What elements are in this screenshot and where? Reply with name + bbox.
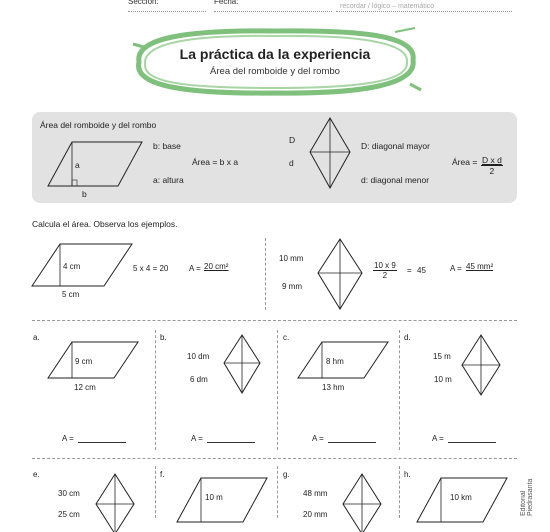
exercise-a-letter: a. <box>33 333 40 342</box>
exercise-a-answer-line[interactable] <box>78 442 126 443</box>
d-legend: d: diagonal menor <box>361 175 430 185</box>
exercise-d-d: 10 m <box>434 375 452 384</box>
exercise-e-d: 25 cm <box>58 510 80 519</box>
exercise-h-letter: h. <box>404 470 411 479</box>
example-calc-den: 2 <box>382 271 388 280</box>
exercise-d-rombo <box>460 333 504 399</box>
seccion-label: Sección: <box>128 0 159 6</box>
fecha-line <box>214 11 332 12</box>
example-answer-prefix: A = <box>189 264 201 273</box>
rombo-d-label: d <box>289 158 294 168</box>
example-eq: = <box>407 266 412 275</box>
exercise-b-answer-line[interactable] <box>207 442 255 443</box>
D-legend: D: diagonal mayor <box>361 141 430 151</box>
romboide-figure <box>42 138 152 198</box>
fecha-label: Fecha: <box>214 0 239 6</box>
exercise-g-D: 48 mm <box>303 489 328 498</box>
exercise-b-rombo <box>222 333 264 397</box>
example-divider <box>265 238 266 310</box>
example-rombo-answer-prefix: A = <box>450 264 462 273</box>
height-legend: a: altura <box>153 175 184 185</box>
divider-bc <box>277 330 278 450</box>
base-legend: b: base <box>153 141 181 151</box>
page-header <box>0 0 550 14</box>
romboide-formula: Área = b x a <box>192 157 239 167</box>
divider-gh <box>399 466 400 518</box>
example-romboide-figure <box>30 242 135 292</box>
exercise-a-romboide <box>46 340 141 382</box>
skill-tags: recordar / lógico – matemático <box>340 3 435 10</box>
exercise-g-letter: g. <box>283 470 290 479</box>
exercise-f-letter: f. <box>160 470 165 479</box>
exercise-a-height: 9 cm <box>75 357 93 366</box>
example-result: 45 <box>417 266 426 275</box>
exercise-f-height: 10 m <box>205 493 223 502</box>
divider-ef <box>155 466 156 518</box>
exercise-c-letter: c. <box>283 333 290 342</box>
example-calc-num: 10 x 9 <box>374 261 396 270</box>
exercise-h-height: 10 km <box>450 493 472 502</box>
rombo-formula-prefix: Área = <box>452 157 478 167</box>
title-banner <box>125 24 425 100</box>
banner-subtitle: Área del romboide y del rombo <box>210 66 340 77</box>
exercise-g-rombo <box>341 472 385 532</box>
divider-ab <box>155 330 156 450</box>
exercise-c-answer-prefix: A = <box>312 434 324 443</box>
exercise-b-d: 6 dm <box>190 375 208 384</box>
example-D: 10 mm <box>279 254 304 263</box>
romboide-side-label: a <box>75 160 80 170</box>
exercise-c-answer-line[interactable] <box>328 442 376 443</box>
divider-fg <box>277 466 278 518</box>
exercise-g-d: 20 mm <box>303 510 328 519</box>
exercise-b-D: 10 dm <box>187 352 210 361</box>
example-rombo-figure <box>316 237 366 313</box>
separator-1 <box>32 320 517 321</box>
exercise-d-D: 15 m <box>433 352 451 361</box>
exercise-e-letter: e. <box>33 470 40 479</box>
exercise-c-height: 8 hm <box>326 357 344 366</box>
rombo-D-label: D <box>289 135 296 145</box>
exercise-b-letter: b. <box>160 333 167 342</box>
seccion-line <box>128 11 206 12</box>
example-calc-fraction <box>373 261 397 280</box>
rombo-formula-fraction <box>481 155 503 176</box>
example-answer: 20 cm² <box>204 262 229 271</box>
exercise-b-answer-prefix: A = <box>191 434 203 443</box>
example-calc: 5 x 4 = 20 <box>133 264 169 273</box>
example-base: 5 cm <box>62 290 80 299</box>
exercise-d-letter: d. <box>404 333 411 342</box>
exercise-a-base: 12 cm <box>74 383 96 392</box>
exercise-e-rombo <box>94 472 138 532</box>
exercise-d-answer-line[interactable] <box>448 442 496 443</box>
exercise-d-answer-prefix: A = <box>432 434 444 443</box>
example-rombo-answer: 45 mm² <box>466 262 494 271</box>
example-height: 4 cm <box>63 262 81 271</box>
exercise-c-base: 13 hm <box>322 383 345 392</box>
instruction: Calcula el área. Observa los ejemplos. <box>32 219 178 229</box>
rombo-figure <box>306 116 356 192</box>
example-d: 9 mm <box>282 282 302 291</box>
rombo-formula-den: 2 <box>489 166 495 176</box>
romboide-bottom-label: b <box>82 189 87 199</box>
banner-title: La práctica da la experiencia <box>179 46 371 62</box>
reference-heading: Área del romboide y del rombo <box>40 120 157 130</box>
rombo-formula-num: D x d <box>482 155 502 165</box>
exercise-e-D: 30 cm <box>58 489 80 498</box>
publisher-credit: Editorial Piedrasanta <box>520 478 534 516</box>
tags-line <box>336 11 512 12</box>
exercise-a-answer-prefix: A = <box>62 434 74 443</box>
separator-2 <box>32 458 517 459</box>
banner-brush-frame <box>125 24 425 100</box>
divider-cd <box>399 330 400 450</box>
